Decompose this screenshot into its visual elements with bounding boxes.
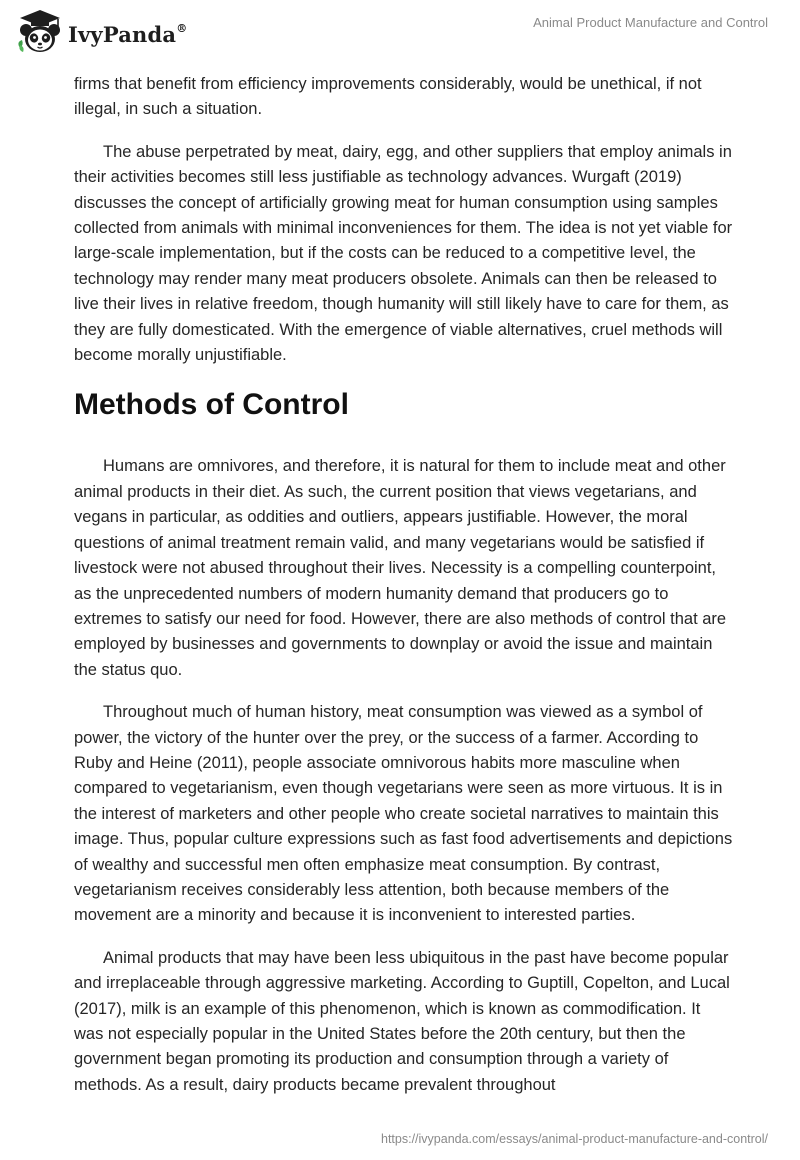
section-heading: Methods of Control: [74, 388, 349, 422]
document-title: Animal Product Manufacture and Control: [533, 15, 768, 30]
paragraph-intro-continuation: firms that benefit from efficiency improvements considerably, would be unethical, if not illegal, in such a situation.: [74, 75, 702, 119]
source-url-link[interactable]: https://ivypanda.com/essays/animal-product-manufacture-and-control/: [381, 1132, 768, 1146]
essay-body: [74, 72, 734, 1115]
registered-mark: ®: [176, 21, 188, 35]
paragraph-products: Animal products that may have been less ubiquitous in the past have become popular and irreplaceable through aggressive marketing. According to Guptill, Copelton, and Lucal (2017), milk is an example of this phenomenon, which is known as commodification. It was not especially popular in the United States before the 20th century, but then the government began promoting its production and consumption through a variety of methods. As a result, dairy products became prevalent throughout: [74, 948, 730, 1094]
paragraph-omnivores: Humans are omnivores, and therefore, it is natural for them to include meat and other animal products in their diet. As such, the current position that views vegetarians, and vegans in particular, as oddities and outliers, appears justifiable. However, the moral questions of animal treatment remain valid, and many vegetarians would be satisfied if livestock were not abused throughout their lives. Necessity is a compelling counterpoint, as the unprecedented numbers of modern humanity demand that producers go to extremes to satisfy our need for food. However, there are also methods of control that are employed by businesses and governments to downplay or avoid the issue and maintain the status quo.: [74, 457, 727, 679]
paragraph-history: Throughout much of human history, meat consumption was viewed as a symbol of power, the victory of the hunter over the prey, or the success of a farmer. According to Ruby and Heine (2011), people associate omnivorous habits more masculine when compared to vegetarianism, even though vegetarians were seen as more virtuous. It is in the interest of marketers and other people who create societal narratives to maintain this image. Thus, popular culture expressions such as fast food advertisements and depictions of wealthy and successful men often emphasize meat consumption. By contrast, vegetarianism receives considerably less attention, both because members of the movement are a minority and because it is inconvenient to interested parties.: [74, 703, 733, 925]
panda-graduate-icon: [14, 8, 66, 56]
page-header: [0, 0, 800, 64]
paragraph-abuse: The abuse perpetrated by meat, dairy, egg, and other suppliers that employ animals in their activities becomes still less justifiable as technology advances. Wurgaft (2019) discusses the concept of artificially growing meat for human consumption using samples collected from animals with minimal inconveniences for them. The idea is not yet viable for large-scale implementation, but if the costs can be reduced to a competitive level, the technology may render many meat producers obsolete. Animals can then be released to live their lives in relative freedom, though humanity will still likely have to care for them, as they are fully domesticated. With the emergence of viable alternatives, cruel methods will become morally unjustifiable.: [74, 142, 733, 365]
brand-logo[interactable]: [14, 8, 187, 56]
brand-name: IvyPanda®: [68, 21, 188, 47]
